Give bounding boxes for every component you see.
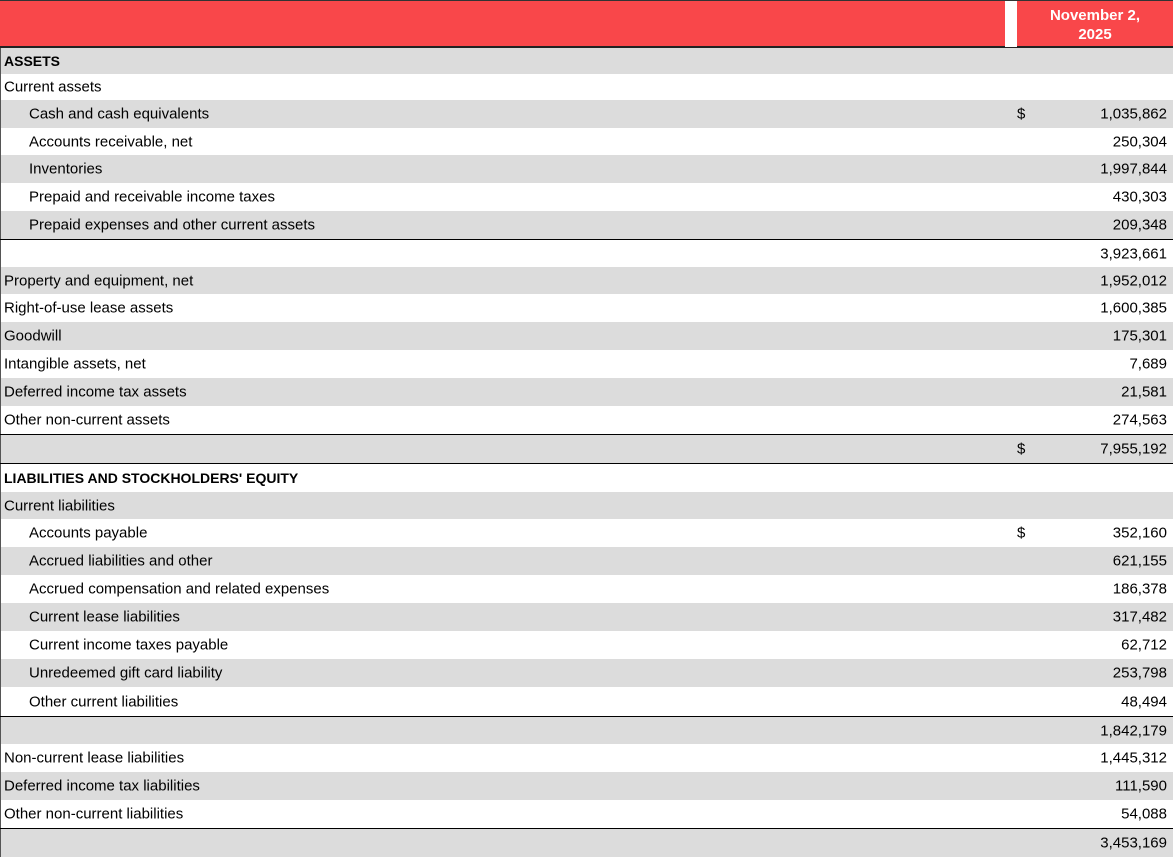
row-value: 1,952,012 (1100, 272, 1167, 289)
row-label: Inventories (29, 160, 103, 178)
row-left-border (0, 772, 1, 800)
table-row (0, 128, 1173, 155)
table-row (0, 211, 1173, 239)
table-row (0, 659, 1173, 687)
row-label: Non-current lease liabilities (4, 749, 185, 767)
table-row (0, 744, 1173, 772)
row-value: 3,453,169 (1100, 834, 1167, 852)
row-label: Current income taxes payable (29, 636, 229, 654)
table-row (0, 239, 1173, 267)
row-left-border (0, 406, 1, 434)
row-label: Accounts payable (29, 524, 148, 542)
table-row (0, 48, 1173, 74)
table-row (0, 492, 1173, 519)
row-left-border (0, 128, 1, 155)
row-left-border (0, 378, 1, 406)
row-value: 21,581 (1121, 383, 1167, 401)
row-value: 209,348 (1112, 216, 1167, 234)
table-row (0, 716, 1173, 744)
row-left-border (0, 322, 1, 350)
row-value: 111,590 (1115, 777, 1167, 795)
table-row (0, 100, 1173, 128)
row-left-border (0, 575, 1, 603)
row-value: 1,842,179 (1100, 722, 1167, 739)
row-left-border (0, 744, 1, 772)
row-left-border (0, 829, 1, 857)
row-label: Other non-current assets (4, 411, 170, 429)
row-label: Deferred income tax liabilities (4, 777, 200, 795)
table-row (0, 687, 1173, 716)
table-row (0, 547, 1173, 575)
row-label: Current liabilities (4, 497, 115, 514)
row-left-border (0, 464, 1, 492)
row-label: Goodwill (4, 327, 62, 345)
currency-symbol: $ (1017, 105, 1026, 123)
table-row (0, 378, 1173, 406)
row-label: Current lease liabilities (29, 608, 180, 626)
row-value: 1,445,312 (1100, 749, 1167, 767)
row-left-border (0, 100, 1, 128)
row-label: Current assets (4, 78, 102, 96)
table-row (0, 828, 1173, 857)
row-left-border (0, 240, 1, 267)
table-row (0, 575, 1173, 603)
row-left-border (0, 211, 1, 239)
row-label: Other non-current liabilities (4, 805, 184, 823)
row-label: Intangible assets, net (4, 355, 146, 373)
row-value: 1,997,844 (1100, 160, 1167, 178)
table-row (0, 183, 1173, 211)
row-left-border (0, 717, 1, 744)
table-row (0, 434, 1173, 463)
row-left-border (0, 519, 1, 547)
row-value: 1,035,862 (1100, 105, 1167, 123)
row-value: 250,304 (1112, 133, 1167, 150)
row-left-border (0, 155, 1, 183)
row-left-border (0, 74, 1, 100)
row-left-border (0, 547, 1, 575)
row-left-border (0, 603, 1, 631)
table-row (0, 772, 1173, 800)
row-left-border (0, 350, 1, 378)
table-row (0, 267, 1173, 294)
row-value: 7,689 (1129, 355, 1167, 373)
row-value: 274,563 (1112, 411, 1167, 429)
table-row (0, 519, 1173, 547)
column-header-band (0, 0, 1173, 48)
table-row (0, 406, 1173, 434)
table-row (0, 74, 1173, 100)
row-left-border (0, 294, 1, 322)
row-left-border (0, 800, 1, 828)
row-label: Unredeemed gift card liability (29, 664, 223, 682)
table-row (0, 463, 1173, 492)
row-value: 3,923,661 (1100, 245, 1167, 262)
row-label: ASSETS (4, 53, 61, 69)
row-label: Right-of-use lease assets (4, 299, 174, 317)
row-value: 253,798 (1112, 664, 1167, 682)
row-label: Cash and cash equivalents (29, 105, 210, 123)
row-left-border (0, 687, 1, 716)
table-row (0, 800, 1173, 828)
table-row (0, 294, 1173, 322)
table-row (0, 350, 1173, 378)
row-label: Prepaid and receivable income taxes (29, 188, 275, 206)
row-left-border (0, 659, 1, 687)
row-left-border (0, 267, 1, 294)
row-left-border (0, 435, 1, 463)
row-label: Accrued compensation and related expenses (29, 580, 330, 598)
row-value: 430,303 (1112, 188, 1167, 206)
row-label: Other current liabilities (29, 693, 179, 710)
row-left-border (0, 183, 1, 211)
row-value: 7,955,192 (1100, 440, 1167, 458)
table-row (0, 631, 1173, 659)
row-value: 621,155 (1112, 552, 1167, 570)
row-value: 54,088 (1121, 805, 1167, 823)
row-value: 62,712 (1121, 636, 1167, 654)
row-value: 186,378 (1112, 580, 1167, 598)
row-left-border (0, 631, 1, 659)
table-row (0, 603, 1173, 631)
column-date-header: November 2, 2025 (1049, 7, 1141, 43)
currency-symbol: $ (1017, 524, 1026, 542)
table-row (0, 155, 1173, 183)
row-value: 1,600,385 (1100, 299, 1167, 317)
currency-symbol: $ (1017, 440, 1026, 458)
table-row (0, 322, 1173, 350)
row-value: 317,482 (1112, 608, 1167, 626)
row-value: 175,301 (1112, 327, 1167, 345)
row-value: 352,160 (1112, 524, 1167, 542)
row-label: Accrued liabilities and other (29, 552, 213, 570)
row-label: Property and equipment, net (4, 272, 194, 289)
header-gap (1005, 1, 1017, 47)
row-left-border (0, 48, 1, 74)
row-left-border (0, 492, 1, 519)
row-label: Deferred income tax assets (4, 383, 187, 401)
row-label: Accounts receivable, net (29, 133, 193, 150)
row-value: 48,494 (1121, 693, 1167, 710)
row-label: LIABILITIES AND STOCKHOLDERS' EQUITY (4, 470, 299, 486)
balance-sheet-rows (0, 48, 1173, 857)
row-label: Prepaid expenses and other current assets (29, 216, 316, 234)
